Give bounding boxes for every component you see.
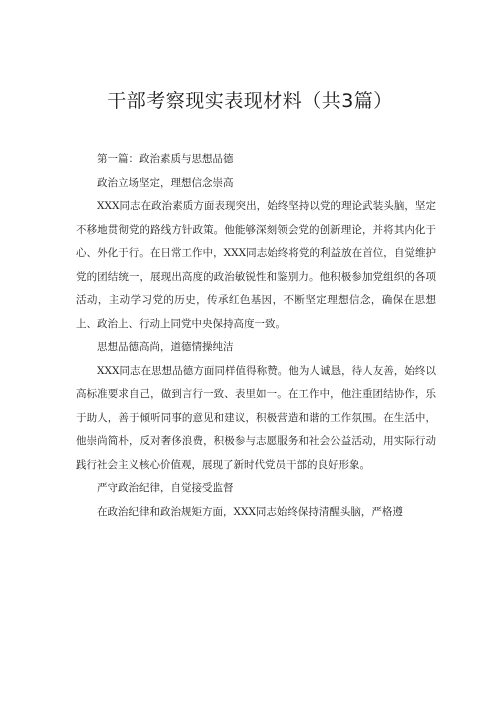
paragraph-political-discipline: 在政治纪律和政治规矩方面，XXX同志始终保持清醒头脑，严格遵 xyxy=(97,505,403,518)
paragraph-moral-character: XXX同志在思想品德方面同样值得称赞。他为人诚恳，待人友善，始终以高标准要求自己，做到言行一致、表里如一。在工作中，他注重团结协作，乐于助人，善于倾听同事的意见和建议，积极营造和谐的工作氛围。在生活中，他崇尚简朴，反对奢侈浪费，积极参与志愿服务和社会公益活动，用实际行动践行社会主义核心价值观，展现了新时代党员干部的良好形象。 xyxy=(76,364,436,471)
paragraph-political-quality: XXX同志在政治素质方面表现突出，始终坚持以党的理论武装头脑，坚定不移地贯彻党的路线方针政策。他能够深刻领会党的创新理论，并将其内化于心、外化于行。在日常工作中，XXX同志始终将党的利益放在首位，自觉维护党的团结统一，展现出高度的政治敏锐性和鉴别力。他积极参加党组织的各项活动，主动学习党的历史，传承红色基因，不断坚定理想信念，确保在思想上、政治上、行动上同党中央保持高度一致。 xyxy=(76,200,436,330)
subheading-moral-character: 思想品德高尚，道德情操纯洁 xyxy=(97,341,234,353)
section-heading-part-one: 第一篇：政治素质与思想品德 xyxy=(97,153,234,165)
subheading-political-discipline: 严守政治纪律，自觉接受监督 xyxy=(97,482,234,494)
document-title: 干部考察现实表现材料（共3篇） xyxy=(107,90,393,112)
document-body xyxy=(76,148,436,524)
subheading-political-stance: 政治立场坚定，理想信念崇高 xyxy=(97,176,234,189)
